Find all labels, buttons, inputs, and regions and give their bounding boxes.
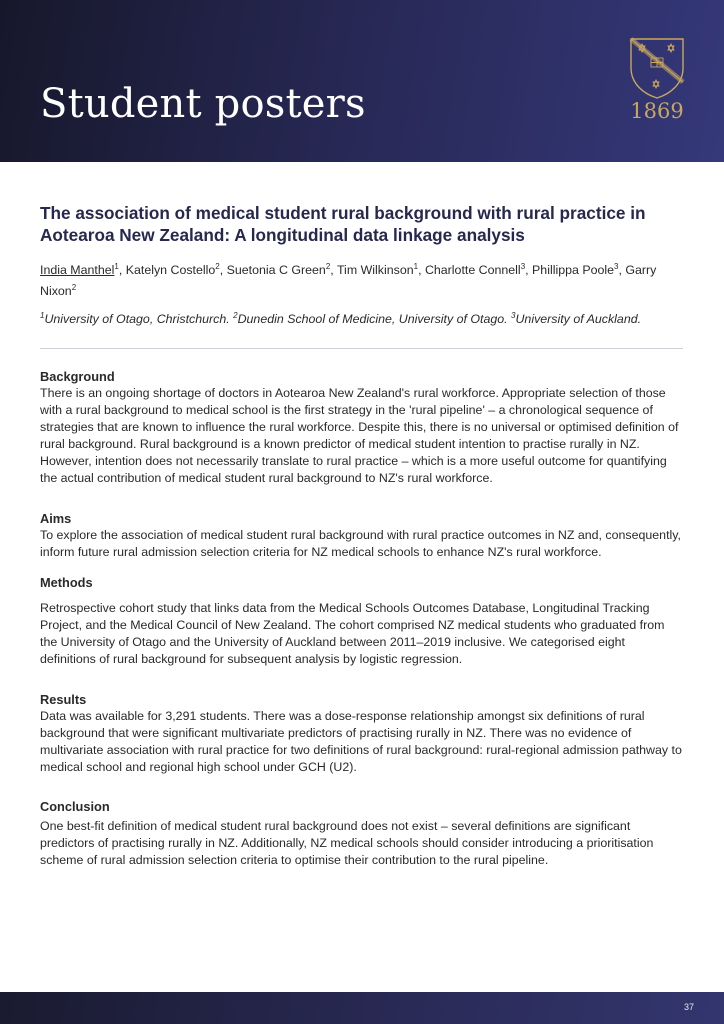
author-name: Suetonia C Green — [226, 263, 326, 278]
section-heading: Methods — [40, 575, 93, 591]
section-body: Data was available for 3,291 students. There was a dose-response relationship amongst six definitions of rural background that were significant multivariate predictors of practising rurally in NZ. There was no evidence of multivariate association with rural practice for two definitions of rural background: rural-regional admission pathway to medical school and regional high school under GCH (U2). — [40, 709, 682, 775]
author-name: Charlotte Connell — [424, 263, 521, 278]
section-heading: Conclusion — [40, 799, 110, 815]
affiliation-text: University of Auckland. — [515, 312, 642, 327]
paper-title: The association of medical student rural background with rural practice in Aotearoa New Zealand: A longitudinal data linkage analysis — [40, 203, 646, 245]
author-separator: , — [330, 263, 337, 278]
author-name: Garry Nixon — [40, 263, 657, 299]
affiliation-number: 1 — [40, 311, 45, 321]
author-affiliation-number: 2 — [325, 262, 331, 271]
affiliation-list — [40, 307, 683, 328]
author-separator: , — [118, 263, 126, 278]
author-name: Phillippa Poole — [532, 263, 615, 278]
section-body: Retrospective cohort study that links data from the Medical Schools Outcomes Database, Longitudinal Tracking Project, and the Medical Council of New Zealand. The cohort comprised NZ medical students who graduated from the University of Otago and the University of Auckland between 2011–2019 inclusive. We categorised eight definitions of rural background for subsequent analysis by logistic regression. — [40, 601, 665, 667]
affiliation-text: University of Otago, Christchurch. — [44, 312, 234, 327]
article — [40, 202, 683, 869]
author-affiliation-number: 3 — [520, 262, 526, 271]
section-divider — [40, 348, 683, 349]
section-heading: Aims — [40, 511, 72, 527]
page-header-banner — [0, 0, 724, 162]
author-name: Katelyn Costello — [125, 263, 216, 278]
author-affiliation-number: 2 — [71, 283, 77, 293]
author-separator: , — [525, 263, 533, 278]
aims-section — [40, 510, 683, 561]
author-affiliation-number: 3 — [614, 262, 619, 271]
section-heading: Background — [40, 369, 115, 385]
section-body: One best-fit definition of medical student rural background does not exist – several definitions are significant predictors of practising rurally in NZ. Additionally, NZ medical schools should consider introducing a prioritisation scheme of rural admission selection criteria to optimise their contribution to the rural pipeline. — [40, 819, 654, 868]
crest-year: 1869 — [630, 99, 684, 123]
author-affiliation-number: 1 — [413, 262, 419, 271]
author-separator: , — [418, 263, 425, 278]
university-crest-icon — [628, 36, 686, 100]
methods-section — [40, 574, 683, 668]
author-separator: , — [618, 263, 626, 278]
page-number: 37 — [683, 1002, 694, 1012]
page-header-title: Student posters — [40, 81, 366, 127]
section-body: To explore the association of medical student rural background with rural practice outcomes in NZ and, consequently, inform future rural admission selection criteria for NZ medical schools to enhance NZ's rural workforce. — [40, 528, 681, 560]
author-name: India Manthel — [40, 263, 115, 278]
results-section — [40, 691, 683, 776]
author-list — [40, 258, 683, 300]
author-affiliation-number: 2 — [215, 262, 220, 271]
conclusion-section — [40, 798, 683, 869]
author-separator: , — [219, 263, 227, 278]
background-section — [40, 368, 683, 487]
section-heading: Results — [40, 692, 87, 708]
affiliation-number: 3 — [511, 311, 516, 321]
affiliation-number: 2 — [233, 311, 238, 321]
section-body: There is an ongoing shortage of doctors in Aotearoa New Zealand's rural workforce. Appropriate selection of those with a rural background to medical school is the first strategy in the 'rural pipeline' – a chronological sequence of strategies that are known to influence the rural workforce. Despite this, there is no universal or optimised definition of rural background. Rural background is a known predictor of medical student intention to practise rurally in NZ. However, intention does not necessarily translate to rural practice – which is a more useful outcome for quantifying the actual contribution of medical student rural background to NZ's rural workforce. — [40, 386, 679, 486]
page-footer-band — [0, 992, 724, 1024]
author-name: Tim Wilkinson — [336, 263, 414, 278]
author-affiliation-number: 1 — [114, 262, 119, 271]
affiliation-text: Dunedin School of Medicine, University of Otago. — [237, 312, 512, 327]
